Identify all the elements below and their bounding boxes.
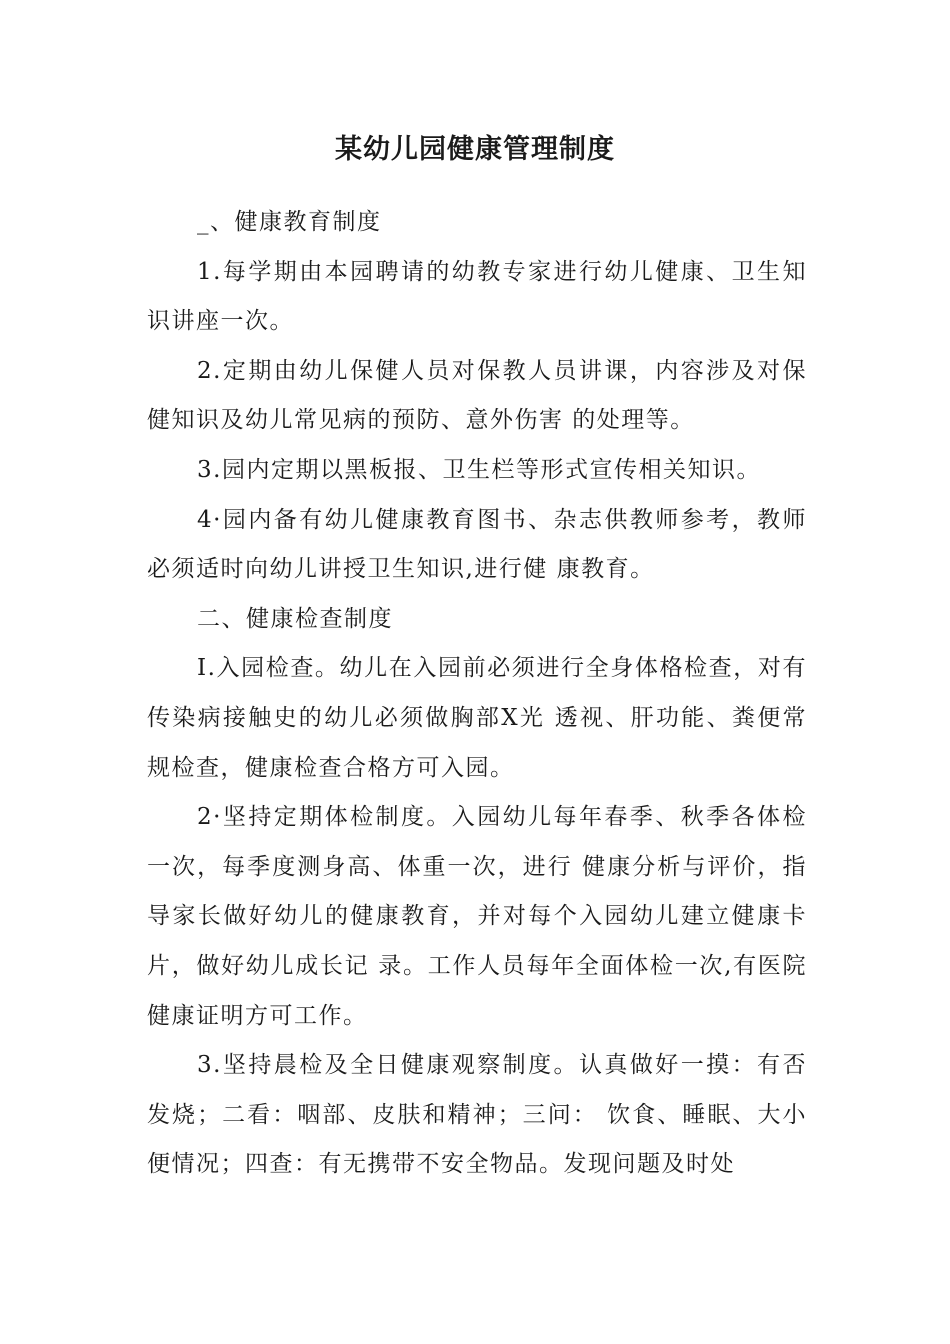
paragraph-check-1: I.入园检查。幼儿在入园前必须进行全身体格检查，对有传染病接触史的幼儿必须做胸部X光 透视、肝功能、粪便常规检查，健康检查合格方可入园。 [147, 655, 807, 781]
paragraph-check-3: 3.坚持晨检及全日健康观察制度。认真做好一摸：有否发烧；二看：咽部、皮肤和精神；三问： 饮食、睡眠、大小便情况；四查：有无携带不安全物品。发现问题及时处 [147, 1052, 807, 1178]
paragraph-education-4: 4·园内备有幼儿健康教育图书、杂志供教师参考，教师必须适时向幼儿讲授卫生知识,进行健 康教育。 [147, 506, 807, 583]
paragraph-education-1: 1.每学期由本园聘请的幼教专家进行幼儿健康、卫生知识讲座一次。 [147, 258, 807, 335]
paragraph-education-3: 3.园内定期以黑板报、卫生栏等形式宣传相关知识。 [197, 456, 761, 483]
paragraph-education-2: 2.定期由幼儿保健人员对保教人员讲课，内容涉及对保健知识及幼儿常见病的预防、意外伤害 的处理等。 [147, 357, 807, 434]
document-title: 某幼儿园健康管理制度 [335, 134, 615, 165]
section-heading-health-education: _、健康教育制度 [197, 209, 382, 235]
section-heading-health-check: 二、健康检查制度 [197, 605, 393, 632]
paragraph-check-2: 2·坚持定期体检制度。入园幼儿每年春季、秋季各体检一次，每季度测身高、体重一次，进行 健康分析与评价，指导家长做好幼儿的健康教育，并对每个入园幼儿建立健康卡片，做好幼儿成长记 录。工作人员每年全面体检一次,有医院健康证明方可工作。 [147, 804, 807, 1029]
document-body [147, 198, 807, 1190]
